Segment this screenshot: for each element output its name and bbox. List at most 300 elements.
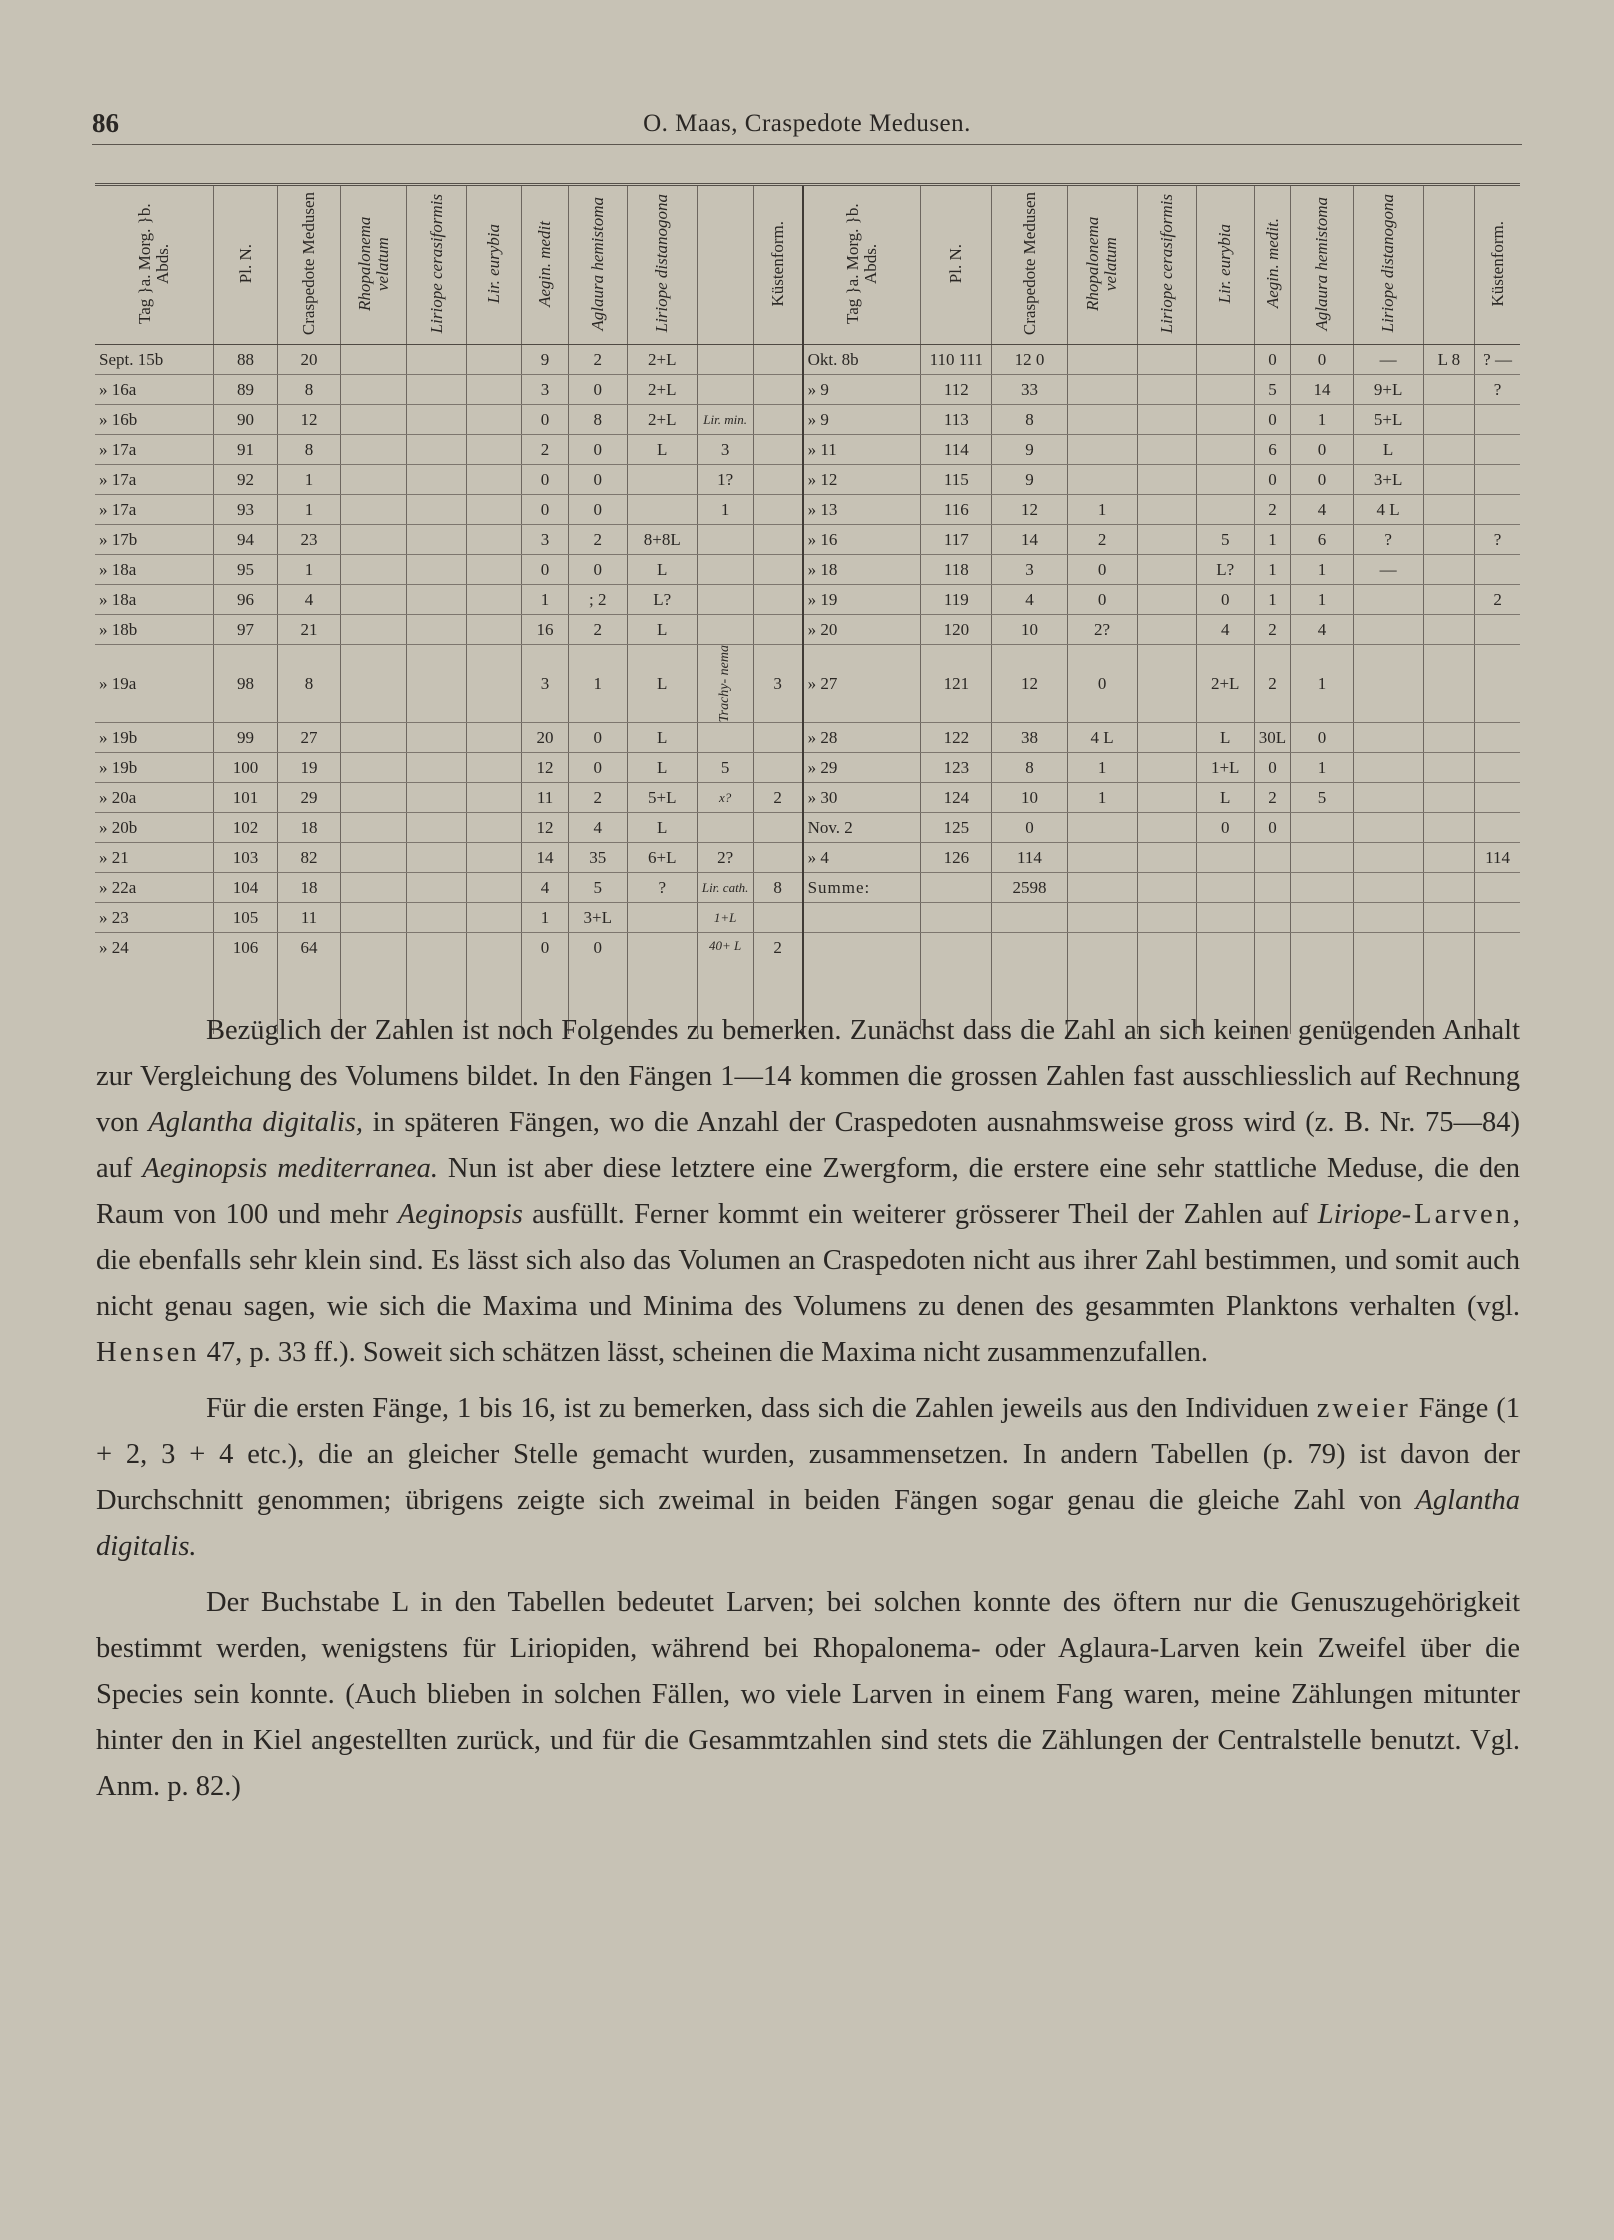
paragraph-2: Für die ersten Fänge, 1 bis 16, ist zu bemerken, dass sich die Zahlen jeweils aus den Individuen zweier Fänge (1 + 2, 3 + 4 etc.), die an gleicher Stelle gemacht wurden, zusammensetzen. In andern Tabellen (p. 79) ist davon der Durchschnitt genommen; übrigens zeigte sich zweimal in beiden Fängen sogar genau die gleiche Zahl von Aglantha digitalis. bbox=[96, 1393, 1520, 1562]
right-lir-eurybia-count: 5 bbox=[1196, 525, 1254, 555]
right-liriope-cerasiformis-count bbox=[1137, 723, 1196, 753]
left-liriope-cerasiformis-count bbox=[407, 873, 466, 903]
table-row bbox=[95, 495, 1520, 525]
left-rhopalonema-count bbox=[340, 723, 407, 753]
left-plankton-number: 97 bbox=[213, 615, 278, 645]
right-kustenform-count bbox=[1475, 645, 1520, 723]
left-extra-note: 2? bbox=[697, 843, 753, 873]
right-craspedote-count: 0 bbox=[992, 813, 1067, 843]
right-liriope-cerasiformis-count bbox=[1137, 753, 1196, 783]
header-liriope-distanogona: Liriope distanogona bbox=[1353, 185, 1423, 345]
right-rhopalonema-count: 1 bbox=[1067, 495, 1137, 525]
right-lir-eurybia-count: 0 bbox=[1196, 813, 1254, 843]
header-aegin-medit: Aegin. medit bbox=[522, 185, 568, 345]
left-plankton-number: 89 bbox=[213, 375, 278, 405]
right-date: » 11 bbox=[803, 435, 921, 465]
left-aegin-count: 3 bbox=[522, 525, 568, 555]
right-liriope-distanogona-count bbox=[1353, 585, 1423, 615]
right-rhopalonema-count bbox=[1067, 405, 1137, 435]
right-craspedote-count: 14 bbox=[992, 525, 1067, 555]
paragraph-3: Der Buchstabe L in den Tabellen bedeutet Larven; bei solchen konnte des öftern nur die Genuszugehörigkeit bestimmt werden, wenigstens für Liriopiden, während bei Rhopalonema- oder Aglaura-Larven kein Zweifel über die Species sein konnte. (Auch blieben in solchen Fällen, wo viele Larven in einem Fang waren, meine Zählungen mitunter hinter den in Kiel angestellten zurück, und für die Gesammtzahlen sind stets die Zählungen der Centralstelle benutzt. Vgl. Anm. p. 82.) bbox=[96, 1587, 1520, 1802]
right-plankton-number: 121 bbox=[921, 645, 992, 723]
right-kustenform-count bbox=[1475, 495, 1520, 525]
right-aglaura-count: 0 bbox=[1291, 465, 1353, 495]
right-aglaura-count: 5 bbox=[1291, 783, 1353, 813]
left-plankton-number: 99 bbox=[213, 723, 278, 753]
right-aglaura-count: 0 bbox=[1291, 723, 1353, 753]
right-liriope-distanogona-count: — bbox=[1353, 345, 1423, 375]
left-rhopalonema-count bbox=[340, 375, 407, 405]
left-lir-eurybia-count bbox=[466, 873, 522, 903]
right-lir-eurybia-count bbox=[1196, 903, 1254, 933]
right-date: » 13 bbox=[803, 495, 921, 525]
left-kustenform-count: 2 bbox=[753, 933, 802, 1035]
left-plankton-number: 94 bbox=[213, 525, 278, 555]
left-craspedote-count: 11 bbox=[278, 903, 340, 933]
right-liriope-distanogona-count bbox=[1353, 723, 1423, 753]
right-date: Nov. 2 bbox=[803, 813, 921, 843]
left-liriope-cerasiformis-count bbox=[407, 843, 466, 873]
left-craspedote-count: 27 bbox=[278, 723, 340, 753]
right-liriope-cerasiformis-count bbox=[1137, 813, 1196, 843]
left-craspedote-count: 1 bbox=[278, 465, 340, 495]
right-kustenform-count bbox=[1475, 435, 1520, 465]
left-craspedote-count: 20 bbox=[278, 345, 340, 375]
left-liriope-distanogona-count: ? bbox=[627, 873, 697, 903]
left-liriope-cerasiformis-count bbox=[407, 903, 466, 933]
page-number: 86 bbox=[92, 108, 119, 138]
right-extra-note bbox=[1423, 525, 1475, 555]
right-liriope-cerasiformis-count bbox=[1137, 903, 1196, 933]
table-row bbox=[95, 903, 1520, 933]
left-rhopalonema-count bbox=[340, 843, 407, 873]
table-row bbox=[95, 405, 1520, 435]
left-aegin-count: 4 bbox=[522, 873, 568, 903]
left-aegin-count: 0 bbox=[522, 405, 568, 435]
right-date: » 19 bbox=[803, 585, 921, 615]
left-lir-eurybia-count bbox=[466, 495, 522, 525]
left-kustenform-count bbox=[753, 525, 802, 555]
left-liriope-distanogona-count bbox=[627, 465, 697, 495]
right-lir-eurybia-count: 4 bbox=[1196, 615, 1254, 645]
left-extra-note: 1+L bbox=[697, 903, 753, 933]
left-date: » 17a bbox=[95, 495, 213, 525]
right-date: » 4 bbox=[803, 843, 921, 873]
left-extra-note bbox=[697, 585, 753, 615]
right-aegin-count: 6 bbox=[1254, 435, 1291, 465]
table-row bbox=[95, 525, 1520, 555]
right-liriope-distanogona-count bbox=[1353, 615, 1423, 645]
left-extra-note: x? bbox=[697, 783, 753, 813]
left-kustenform-count bbox=[753, 843, 802, 873]
right-liriope-cerasiformis-count bbox=[1137, 615, 1196, 645]
right-extra-note bbox=[1423, 753, 1475, 783]
left-aegin-count: 3 bbox=[522, 645, 568, 723]
right-lir-eurybia-count bbox=[1196, 495, 1254, 525]
right-aegin-count: 5 bbox=[1254, 375, 1291, 405]
right-date: » 16 bbox=[803, 525, 921, 555]
right-aegin-count: 0 bbox=[1254, 753, 1291, 783]
right-aegin-count: 0 bbox=[1254, 345, 1291, 375]
left-extra-note: 40+ L bbox=[697, 933, 753, 1035]
header-pl: Pl. N. bbox=[921, 185, 992, 345]
left-aglaura-count: 35 bbox=[568, 843, 627, 873]
left-aglaura-count: 0 bbox=[568, 555, 627, 585]
left-plankton-number: 90 bbox=[213, 405, 278, 435]
right-kustenform-count bbox=[1475, 405, 1520, 435]
right-craspedote-count: 8 bbox=[992, 405, 1067, 435]
right-aegin-count: 0 bbox=[1254, 465, 1291, 495]
left-rhopalonema-count bbox=[340, 345, 407, 375]
left-rhopalonema-count bbox=[340, 813, 407, 843]
left-liriope-distanogona-count: 2+L bbox=[627, 405, 697, 435]
left-aegin-count: 3 bbox=[522, 375, 568, 405]
right-plankton-number: 117 bbox=[921, 525, 992, 555]
left-date: » 17a bbox=[95, 435, 213, 465]
right-aglaura-count bbox=[1291, 873, 1353, 903]
right-aglaura-count: 0 bbox=[1291, 345, 1353, 375]
right-rhopalonema-count bbox=[1067, 375, 1137, 405]
right-plankton-number: 123 bbox=[921, 753, 992, 783]
right-date bbox=[803, 903, 921, 933]
left-extra-note: 1? bbox=[697, 465, 753, 495]
left-aglaura-count: 0 bbox=[568, 495, 627, 525]
left-extra-note: 1 bbox=[697, 495, 753, 525]
left-lir-eurybia-count bbox=[466, 903, 522, 933]
right-date: » 18 bbox=[803, 555, 921, 585]
left-lir-eurybia-count bbox=[466, 615, 522, 645]
left-date: » 18b bbox=[95, 615, 213, 645]
right-liriope-cerasiformis-count bbox=[1137, 783, 1196, 813]
right-liriope-distanogona-count: L bbox=[1353, 435, 1423, 465]
right-lir-eurybia-count bbox=[1196, 405, 1254, 435]
right-craspedote-count: 3 bbox=[992, 555, 1067, 585]
right-date: » 9 bbox=[803, 375, 921, 405]
left-extra-note bbox=[697, 375, 753, 405]
right-date: » 27 bbox=[803, 645, 921, 723]
left-date: » 21 bbox=[95, 843, 213, 873]
right-craspedote-count: 8 bbox=[992, 753, 1067, 783]
left-liriope-cerasiformis-count bbox=[407, 813, 466, 843]
right-liriope-cerasiformis-count bbox=[1137, 405, 1196, 435]
right-craspedote-count: 33 bbox=[992, 375, 1067, 405]
right-aegin-count: 2 bbox=[1254, 615, 1291, 645]
left-date: » 19b bbox=[95, 723, 213, 753]
left-aegin-count: 1 bbox=[522, 585, 568, 615]
right-craspedote-count: 10 bbox=[992, 615, 1067, 645]
right-rhopalonema-count: 2 bbox=[1067, 525, 1137, 555]
left-liriope-distanogona-count: 8+8L bbox=[627, 525, 697, 555]
left-date: » 16b bbox=[95, 405, 213, 435]
right-liriope-cerasiformis-count bbox=[1137, 345, 1196, 375]
right-kustenform-count: ? — bbox=[1475, 345, 1520, 375]
right-lir-eurybia-count bbox=[1196, 375, 1254, 405]
left-plankton-number: 88 bbox=[213, 345, 278, 375]
right-liriope-cerasiformis-count bbox=[1137, 495, 1196, 525]
left-aegin-count: 12 bbox=[522, 813, 568, 843]
left-rhopalonema-count bbox=[340, 645, 407, 723]
right-kustenform-count bbox=[1475, 555, 1520, 585]
right-extra-note bbox=[1423, 645, 1475, 723]
left-date: » 18a bbox=[95, 555, 213, 585]
left-aglaura-count: 5 bbox=[568, 873, 627, 903]
left-liriope-distanogona-count: L bbox=[627, 813, 697, 843]
right-liriope-distanogona-count: ? bbox=[1353, 525, 1423, 555]
left-liriope-distanogona-count: 6+L bbox=[627, 843, 697, 873]
header-liriope-distanogona: Liriope distanogona bbox=[627, 185, 697, 345]
header-aglaura: Aglaura hemistoma bbox=[1291, 185, 1353, 345]
right-lir-eurybia-count: L bbox=[1196, 723, 1254, 753]
right-craspedote-count: 12 0 bbox=[992, 345, 1067, 375]
right-lir-eurybia-count bbox=[1196, 345, 1254, 375]
left-craspedote-count: 1 bbox=[278, 555, 340, 585]
right-liriope-distanogona-count: 3+L bbox=[1353, 465, 1423, 495]
right-plankton-number: 110 111 bbox=[921, 345, 992, 375]
left-aglaura-count: 8 bbox=[568, 405, 627, 435]
left-lir-eurybia-count bbox=[466, 465, 522, 495]
left-extra-note: 3 bbox=[697, 435, 753, 465]
right-kustenform-count bbox=[1475, 813, 1520, 843]
left-liriope-cerasiformis-count bbox=[407, 465, 466, 495]
right-craspedote-count: 38 bbox=[992, 723, 1067, 753]
right-craspedote-count: 10 bbox=[992, 783, 1067, 813]
header-pl: Pl. N. bbox=[213, 185, 278, 345]
left-rhopalonema-count bbox=[340, 495, 407, 525]
right-liriope-distanogona-count bbox=[1353, 645, 1423, 723]
left-aegin-count: 2 bbox=[522, 435, 568, 465]
right-plankton-number: 118 bbox=[921, 555, 992, 585]
left-liriope-cerasiformis-count bbox=[407, 435, 466, 465]
right-aegin-count: 1 bbox=[1254, 525, 1291, 555]
left-craspedote-count: 19 bbox=[278, 753, 340, 783]
left-aegin-count: 0 bbox=[522, 495, 568, 525]
right-extra-note bbox=[1423, 375, 1475, 405]
left-liriope-cerasiformis-count bbox=[407, 753, 466, 783]
right-plankton-number: 112 bbox=[921, 375, 992, 405]
left-date: » 19b bbox=[95, 753, 213, 783]
left-lir-eurybia-count bbox=[466, 843, 522, 873]
right-rhopalonema-count: 4 L bbox=[1067, 723, 1137, 753]
right-plankton-number: 116 bbox=[921, 495, 992, 525]
left-kustenform-count bbox=[753, 585, 802, 615]
right-aglaura-count: 4 bbox=[1291, 495, 1353, 525]
table-row bbox=[95, 723, 1520, 753]
left-kustenform-count bbox=[753, 465, 802, 495]
right-rhopalonema-count: 0 bbox=[1067, 645, 1137, 723]
table-header-row bbox=[95, 185, 1520, 345]
left-plankton-number: 104 bbox=[213, 873, 278, 903]
left-kustenform-count bbox=[753, 723, 802, 753]
right-date: » 12 bbox=[803, 465, 921, 495]
left-liriope-cerasiformis-count bbox=[407, 723, 466, 753]
right-extra-note bbox=[1423, 873, 1475, 903]
right-aglaura-count: 1 bbox=[1291, 585, 1353, 615]
right-liriope-distanogona-count bbox=[1353, 753, 1423, 783]
right-liriope-distanogona-count bbox=[1353, 873, 1423, 903]
right-aglaura-count bbox=[1291, 813, 1353, 843]
right-liriope-distanogona-count bbox=[1353, 813, 1423, 843]
right-liriope-distanogona-count bbox=[1353, 843, 1423, 873]
left-aglaura-count: 2 bbox=[568, 615, 627, 645]
table-row bbox=[95, 555, 1520, 585]
right-kustenform-count: 114 bbox=[1475, 843, 1520, 873]
left-liriope-cerasiformis-count bbox=[407, 405, 466, 435]
right-extra-note: L 8 bbox=[1423, 345, 1475, 375]
left-date: » 17a bbox=[95, 465, 213, 495]
right-lir-eurybia-count bbox=[1196, 873, 1254, 903]
left-craspedote-count: 4 bbox=[278, 585, 340, 615]
right-craspedote-count: 9 bbox=[992, 465, 1067, 495]
right-liriope-cerasiformis-count bbox=[1137, 555, 1196, 585]
left-aegin-count: 0 bbox=[522, 465, 568, 495]
header-liriope-cerasiformis: Liriope cerasiformis bbox=[407, 185, 466, 345]
right-rhopalonema-count: 0 bbox=[1067, 585, 1137, 615]
right-aegin-count: 30L bbox=[1254, 723, 1291, 753]
left-lir-eurybia-count bbox=[466, 723, 522, 753]
left-craspedote-count: 8 bbox=[278, 645, 340, 723]
table-row bbox=[95, 783, 1520, 813]
right-lir-eurybia-count: L? bbox=[1196, 555, 1254, 585]
left-lir-eurybia-count bbox=[466, 753, 522, 783]
right-extra-note bbox=[1423, 465, 1475, 495]
right-liriope-cerasiformis-count bbox=[1137, 873, 1196, 903]
right-craspedote-count: 4 bbox=[992, 585, 1067, 615]
left-extra-note bbox=[697, 723, 753, 753]
right-liriope-cerasiformis-count bbox=[1137, 375, 1196, 405]
left-plankton-number: 91 bbox=[213, 435, 278, 465]
left-plankton-number: 106 bbox=[213, 933, 278, 1035]
table-body bbox=[95, 345, 1520, 1035]
left-aglaura-count: 0 bbox=[568, 375, 627, 405]
table-row bbox=[95, 345, 1520, 375]
right-plankton-number: 114 bbox=[921, 435, 992, 465]
right-plankton-number: 120 bbox=[921, 615, 992, 645]
left-date: » 23 bbox=[95, 903, 213, 933]
header-blank bbox=[1423, 185, 1475, 345]
right-rhopalonema-count: 2? bbox=[1067, 615, 1137, 645]
right-aegin-count bbox=[1254, 843, 1291, 873]
left-liriope-cerasiformis-count bbox=[407, 345, 466, 375]
right-plankton-number: 125 bbox=[921, 813, 992, 843]
left-liriope-distanogona-count: 2+L bbox=[627, 375, 697, 405]
left-aglaura-count: 0 bbox=[568, 753, 627, 783]
left-aegin-count: 16 bbox=[522, 615, 568, 645]
right-liriope-distanogona-count: — bbox=[1353, 555, 1423, 585]
left-extra-note bbox=[697, 555, 753, 585]
right-craspedote-count: 12 bbox=[992, 645, 1067, 723]
left-kustenform-count bbox=[753, 495, 802, 525]
left-craspedote-count: 29 bbox=[278, 783, 340, 813]
right-extra-note bbox=[1423, 405, 1475, 435]
right-extra-note bbox=[1423, 615, 1475, 645]
left-liriope-distanogona-count: L bbox=[627, 723, 697, 753]
left-kustenform-count bbox=[753, 345, 802, 375]
right-date: Summe: bbox=[803, 873, 921, 903]
left-craspedote-count: 8 bbox=[278, 375, 340, 405]
right-liriope-distanogona-count bbox=[1353, 783, 1423, 813]
right-date: » 28 bbox=[803, 723, 921, 753]
right-aglaura-count bbox=[1291, 903, 1353, 933]
left-kustenform-count bbox=[753, 903, 802, 933]
left-kustenform-count bbox=[753, 435, 802, 465]
left-aegin-count: 9 bbox=[522, 345, 568, 375]
left-aegin-count: 12 bbox=[522, 753, 568, 783]
left-extra-note bbox=[697, 615, 753, 645]
header-kustenform: Küstenform. bbox=[753, 185, 802, 345]
left-rhopalonema-count bbox=[340, 783, 407, 813]
right-rhopalonema-count: 1 bbox=[1067, 753, 1137, 783]
right-lir-eurybia-count: L bbox=[1196, 783, 1254, 813]
right-liriope-distanogona-count: 4 L bbox=[1353, 495, 1423, 525]
left-liriope-cerasiformis-count bbox=[407, 783, 466, 813]
right-extra-note bbox=[1423, 903, 1475, 933]
left-aglaura-count: 4 bbox=[568, 813, 627, 843]
left-aegin-count: 1 bbox=[522, 903, 568, 933]
right-aglaura-count: 0 bbox=[1291, 435, 1353, 465]
left-date: » 17b bbox=[95, 525, 213, 555]
left-aglaura-count: 0 bbox=[568, 723, 627, 753]
left-kustenform-count bbox=[753, 375, 802, 405]
table-row bbox=[95, 645, 1520, 723]
left-aegin-count: 0 bbox=[522, 933, 568, 1035]
table-row bbox=[95, 843, 1520, 873]
header-lir-eurybia: Lir. eurybia bbox=[1196, 185, 1254, 345]
left-aglaura-count: 2 bbox=[568, 783, 627, 813]
left-extra-note: Trachy- nema bbox=[697, 645, 753, 723]
left-lir-eurybia-count bbox=[466, 525, 522, 555]
left-aglaura-count: 2 bbox=[568, 525, 627, 555]
right-lir-eurybia-count: 0 bbox=[1196, 585, 1254, 615]
right-rhopalonema-count bbox=[1067, 843, 1137, 873]
left-plankton-number: 95 bbox=[213, 555, 278, 585]
header-craspedote: Craspedote Medusen bbox=[992, 185, 1067, 345]
left-plankton-number: 92 bbox=[213, 465, 278, 495]
left-kustenform-count bbox=[753, 555, 802, 585]
left-date: » 19a bbox=[95, 645, 213, 723]
right-lir-eurybia-count bbox=[1196, 435, 1254, 465]
plankton-count-table bbox=[95, 183, 1520, 1034]
left-craspedote-count: 12 bbox=[278, 405, 340, 435]
right-plankton-number: 122 bbox=[921, 723, 992, 753]
header-tag: Tag }a. Morg. }b. Abds. bbox=[803, 185, 921, 345]
left-liriope-distanogona-count: L bbox=[627, 555, 697, 585]
right-craspedote-count: 2598 bbox=[992, 873, 1067, 903]
header-rhopalonema: Rhopalonema velatum bbox=[1067, 185, 1137, 345]
left-lir-eurybia-count bbox=[466, 435, 522, 465]
right-kustenform-count bbox=[1475, 753, 1520, 783]
right-rhopalonema-count: 1 bbox=[1067, 783, 1137, 813]
left-kustenform-count: 3 bbox=[753, 645, 802, 723]
left-plankton-number: 98 bbox=[213, 645, 278, 723]
right-lir-eurybia-count bbox=[1196, 843, 1254, 873]
right-craspedote-count: 9 bbox=[992, 435, 1067, 465]
right-plankton-number: 115 bbox=[921, 465, 992, 495]
header-aglaura: Aglaura hemistoma bbox=[568, 185, 627, 345]
left-date: Sept. 15b bbox=[95, 345, 213, 375]
left-craspedote-count: 18 bbox=[278, 813, 340, 843]
right-extra-note bbox=[1423, 813, 1475, 843]
left-plankton-number: 93 bbox=[213, 495, 278, 525]
right-plankton-number: 124 bbox=[921, 783, 992, 813]
left-aegin-count: 20 bbox=[522, 723, 568, 753]
right-rhopalonema-count bbox=[1067, 345, 1137, 375]
right-extra-note bbox=[1423, 585, 1475, 615]
right-aglaura-count: 1 bbox=[1291, 645, 1353, 723]
left-liriope-cerasiformis-count bbox=[407, 555, 466, 585]
right-extra-note bbox=[1423, 495, 1475, 525]
left-rhopalonema-count bbox=[340, 873, 407, 903]
left-extra-note bbox=[697, 813, 753, 843]
